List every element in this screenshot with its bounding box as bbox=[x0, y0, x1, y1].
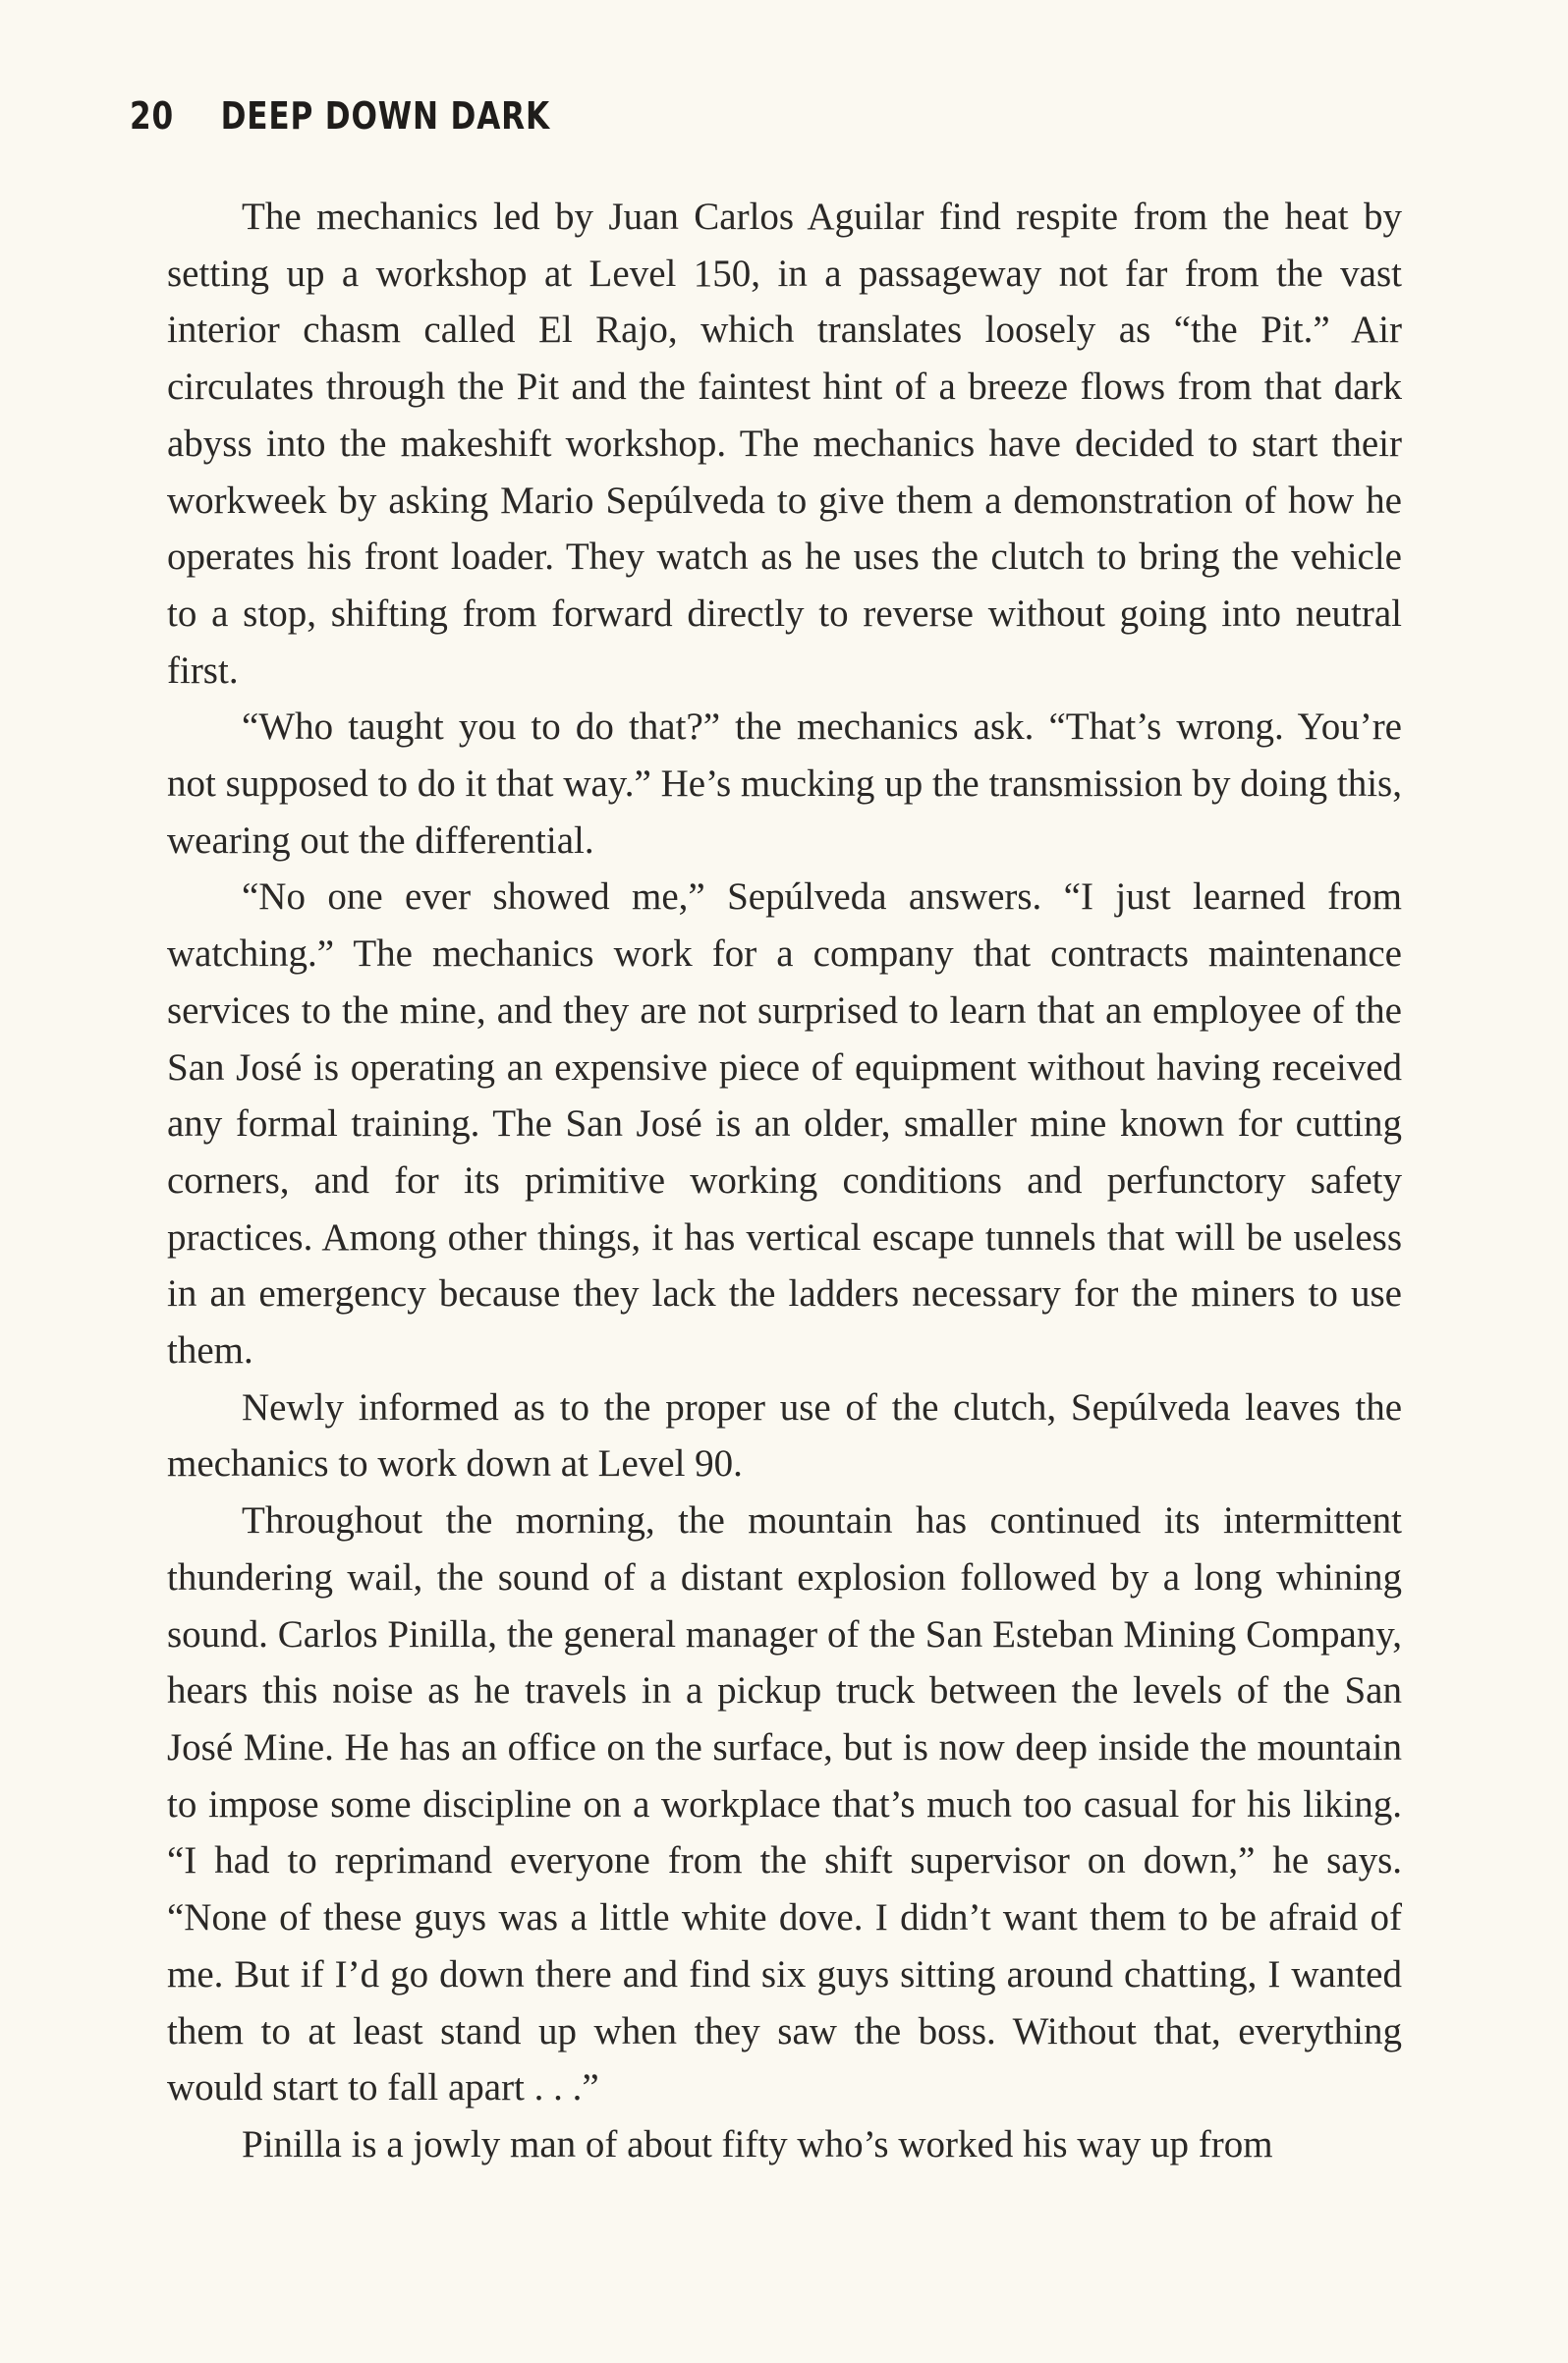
paragraph: “Who taught you to do that?” the mechanics ask. “That’s wrong. You’re not supposed to do it that way.” He’s mucking up the transmission by doing this, wearing out the differential. bbox=[167, 705, 1402, 862]
body-text bbox=[167, 189, 1402, 2173]
book-title: DEEP DOWN DARK bbox=[220, 94, 550, 138]
paragraph: “No one ever showed me,” Sepúlveda answers. “I just learned from watching.” The mechanics work for a company that contracts maintenance services to the mine, and they are not surprised to learn that an employee of the San José is operating an expensive piece of equipment without having received any formal training. The San José is an older, smaller mine known for cutting corners, and for its primitive working conditions and perfunctory safety practices. Among other things, it has vertical escape tunnels that will be useless in an emergency because they lack the ladders necessary for the miners to use them. bbox=[167, 875, 1402, 1373]
paragraph-continued: Pinilla is a jowly man of about fifty who’s worked his way up from bbox=[242, 2122, 1273, 2166]
running-head bbox=[130, 86, 550, 145]
paragraph: The mechanics led by Juan Carlos Aguilar find respite from the heat by setting up a workshop at Level 150, in a passageway not far from the vast interior chasm called El Rajo, which translates loosely as “the Pit.” Air circulates through the Pit and the faintest hint of a breeze flows from that dark abyss into the makeshift workshop. The mechanics have decided to start their workweek by asking Mario Sepúlveda to give them a demonstration of how he operates his front loader. They watch as he uses the clutch to bring the vehicle to a stop, shifting from forward directly to reverse without going into neutral first. bbox=[167, 196, 1402, 692]
paragraph: Throughout the morning, the mountain has continued its intermittent thundering wail, the sound of a distant explosion followed by a long whining sound. Carlos Pinilla, the general manager of the San Esteban Mining Company, hears this noise as he travels in a pickup truck between the levels of the San José Mine. He has an office on the surface, but is now deep inside the mountain to impose some discipline on a workplace that’s much too casual for his liking. “I had to reprimand everyone from the shift supervisor on down,” he says. “None of these guys was a little white dove. I didn’t want them to be afraid of me. But if I’d go down there and find six guys sitting around chatting, I wanted them to at least stand up when they saw the boss. Without that, everything would start to fall apart . . .” bbox=[167, 1499, 1402, 2110]
paragraph: Newly informed as to the proper use of the clutch, Sepúlveda leaves the mechanics to work down at Level 90. bbox=[167, 1385, 1402, 1486]
page-number: 20 bbox=[130, 94, 175, 138]
